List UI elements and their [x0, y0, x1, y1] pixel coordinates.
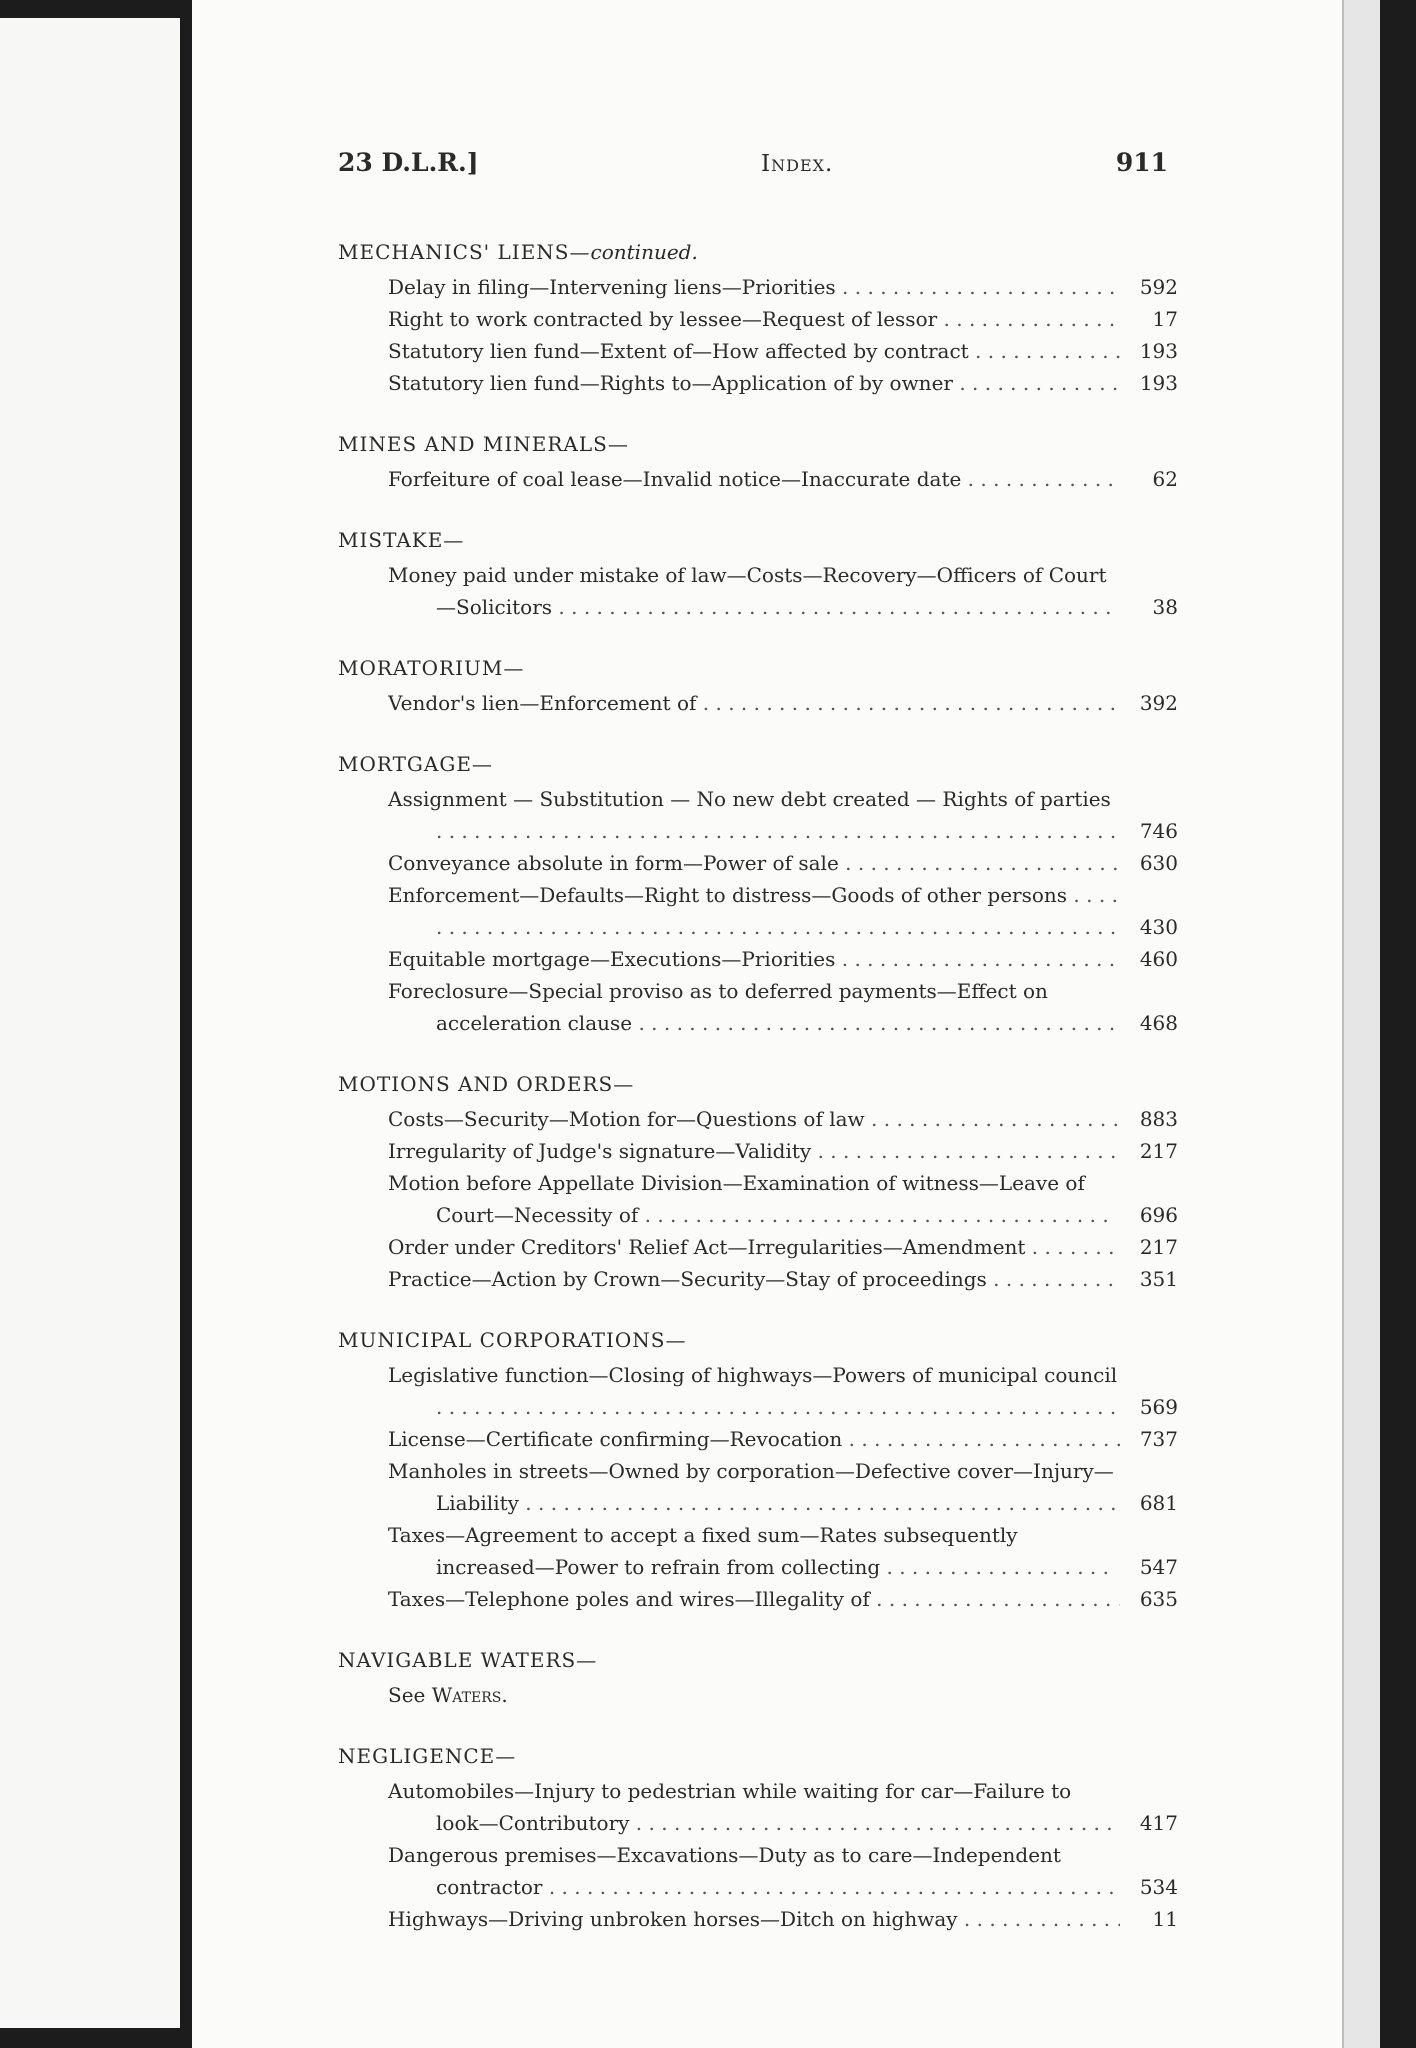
index-entry: Right to work contracted by lessee—Request of lessor . . . 17	[388, 303, 1178, 335]
entry-page: 681	[1139, 1491, 1178, 1515]
section-heading: NAVIGABLE WATERS—	[338, 1648, 598, 1672]
index-entry: Legislative function—Closing of highways—Powers of municipal council . . . 569	[388, 1359, 1178, 1423]
index-entry: Order under Creditors' Relief Act—Irregularities—Amendment . . . 217	[388, 1231, 1178, 1263]
next-page-edge	[1342, 0, 1380, 2048]
section-heading: MORTGAGE—	[338, 752, 493, 776]
entry-page: 746	[1139, 819, 1178, 843]
index-entry: Assignment — Substitution — No new debt created — Rights of parties . . . 746	[388, 783, 1178, 847]
index-entry: Statutory lien fund—Extent of—How affected by contract . . . 193	[388, 335, 1178, 367]
index-page	[192, 0, 1380, 2048]
index-entry: Taxes—Agreement to accept a fixed sum—Rates subsequently increased—Power to refrain from collecting . . . 547	[388, 1519, 1178, 1583]
continued-label: continued.	[590, 240, 698, 264]
index-entry: Forfeiture of coal lease—Invalid notice—Inaccurate date . . . 62	[388, 463, 1178, 495]
entry-page: 547	[1139, 1555, 1178, 1579]
entry-page: 217	[1139, 1235, 1178, 1259]
facing-page-edge	[0, 18, 180, 2028]
index-entry: Practice—Action by Crown—Security—Stay of proceedings . . . 351	[388, 1263, 1178, 1295]
entry-page: 569	[1139, 1395, 1178, 1419]
index-entry: Money paid under mistake of law—Costs—Recovery—Officers of Court—Solicitors . . . 38	[388, 559, 1178, 623]
index-entry: Costs—Security—Motion for—Questions of law . . . 883	[388, 1103, 1178, 1135]
entry-page: 737	[1139, 1427, 1178, 1451]
entry-page: 193	[1139, 371, 1178, 395]
cross-reference: See Waters.	[388, 1683, 508, 1707]
entry-page: 534	[1139, 1875, 1178, 1899]
page-title: Index.	[761, 151, 834, 177]
entry-page: 883	[1139, 1107, 1178, 1131]
entry-page: 468	[1139, 1011, 1178, 1035]
entry-page: 392	[1139, 691, 1178, 715]
entry-page: 417	[1139, 1811, 1178, 1835]
cross-reference-target: Waters.	[431, 1683, 508, 1707]
entry-page: 460	[1139, 947, 1178, 971]
index-entry: License—Certificate confirming—Revocation . . . 737	[388, 1423, 1178, 1455]
entry-page: 592	[1139, 275, 1178, 299]
index-entry: Enforcement—Defaults—Right to distress—Goods of other persons . . . 430	[388, 879, 1178, 943]
index-entry: Motion before Appellate Division—Examination of witness—Leave of Court—Necessity of . . . 696	[388, 1167, 1178, 1231]
index-entry: Highways—Driving unbroken horses—Ditch on highway . . . 11	[388, 1903, 1178, 1935]
index-entry: Taxes—Telephone poles and wires—Illegality of . . . 635	[388, 1583, 1178, 1615]
section-heading: MUNICIPAL CORPORATIONS—	[338, 1328, 687, 1352]
entry-page: 351	[1139, 1267, 1178, 1291]
entry-page: 17	[1152, 307, 1178, 331]
section-heading: MINES AND MINERALS—	[338, 432, 629, 456]
index-entry: Delay in filing—Intervening liens—Priorities . . . 592	[388, 271, 1178, 303]
index-entry: Irregularity of Judge's signature—Validity . . . 217	[388, 1135, 1178, 1167]
entry-page: 630	[1139, 851, 1178, 875]
entry-page: 11	[1152, 1907, 1178, 1931]
section-heading: MISTAKE—	[338, 528, 465, 552]
entry-page: 62	[1152, 467, 1178, 491]
index-entry: Manholes in streets—Owned by corporation—Defective cover—Injury—Liability . . . 681	[388, 1455, 1178, 1519]
entry-page: 430	[1139, 915, 1178, 939]
section-heading: MOTIONS AND ORDERS—	[338, 1072, 635, 1096]
entry-page: 217	[1139, 1139, 1178, 1163]
entry-page: 696	[1139, 1203, 1178, 1227]
section-heading: MORATORIUM—	[338, 656, 525, 680]
index-entry: Equitable mortgage—Executions—Priorities . . . 460	[388, 943, 1178, 975]
index-entry: Dangerous premises—Excavations—Duty as to care—Independent contractor . . . 534	[388, 1839, 1178, 1903]
index-entry: Vendor's lien—Enforcement of . . . 392	[388, 687, 1178, 719]
section-heading: MECHANICS' LIENS—continued.	[338, 240, 698, 264]
entry-page: 193	[1139, 339, 1178, 363]
page-number: 911	[1115, 148, 1168, 177]
index-entry: Conveyance absolute in form—Power of sale . . . 630	[388, 847, 1178, 879]
index-entry: Automobiles—Injury to pedestrian while waiting for car—Failure to look—Contributory . . . 417	[388, 1775, 1178, 1839]
volume-label: 23 D.L.R.]	[338, 148, 479, 177]
entry-page: 38	[1152, 595, 1178, 619]
page-content	[338, 148, 1178, 1935]
index-entry: Statutory lien fund—Rights to—Application of by owner . . . 193	[388, 367, 1178, 399]
entry-page: 635	[1139, 1587, 1178, 1611]
index-entry: Foreclosure—Special proviso as to deferred payments—Effect on acceleration clause . . . 468	[388, 975, 1178, 1039]
running-head	[338, 148, 1178, 177]
section-heading: NEGLIGENCE—	[338, 1744, 517, 1768]
